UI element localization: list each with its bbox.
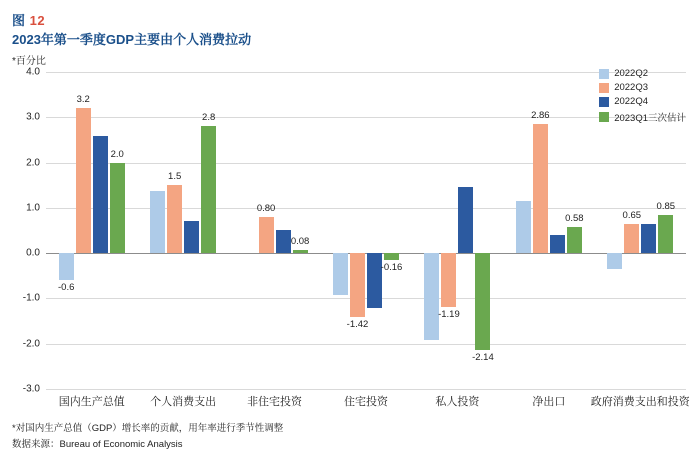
- bar: [201, 126, 216, 253]
- x-axis-category-label: 政府消费支出和投资: [590, 396, 690, 408]
- bar: [624, 224, 639, 253]
- x-axis-category-labels: [46, 393, 690, 411]
- legend-item[interactable]: [599, 110, 686, 124]
- y-axis-labels: [0, 66, 44, 395]
- bar: [76, 108, 91, 253]
- y-axis-unit-label: *百分比: [12, 56, 46, 67]
- bar: [93, 136, 108, 253]
- gridline: [46, 72, 686, 73]
- bar-value-label: 1.5: [168, 171, 182, 183]
- bar: [150, 191, 165, 253]
- gridline: [46, 298, 686, 299]
- bar-value-label: 0.08: [290, 235, 310, 247]
- bar-value-label: 3.2: [76, 94, 90, 106]
- gridline: [46, 163, 686, 164]
- bar-value-label: 0.85: [656, 200, 676, 212]
- bar: [475, 253, 490, 350]
- bar-value-label: -1.19: [438, 309, 460, 321]
- bar: [184, 221, 199, 253]
- x-axis-category-label: 净出口: [532, 396, 566, 408]
- legend-item[interactable]: [599, 82, 686, 93]
- y-axis-tick-label: 3.0: [26, 111, 40, 123]
- legend-label: 2022Q2: [614, 68, 648, 79]
- bar-value-label: -2.14: [472, 352, 494, 364]
- figure-word: 图: [12, 13, 26, 28]
- bar-value-label: 2.8: [202, 112, 216, 124]
- x-axis-category-label: 非住宅投资: [247, 396, 303, 408]
- y-axis-tick-label: 4.0: [26, 66, 40, 78]
- gridline: [46, 117, 686, 118]
- y-axis-tick-label: -3.0: [22, 383, 40, 395]
- y-axis-tick-label: 1.0: [26, 202, 40, 214]
- bar: [567, 227, 582, 253]
- bar-value-label: 2.86: [531, 109, 550, 121]
- bar: [167, 185, 182, 253]
- figure-number: 12: [29, 13, 46, 28]
- bar: [516, 201, 531, 254]
- bar-value-label: 2.0: [110, 148, 124, 160]
- legend-item[interactable]: [599, 96, 686, 107]
- y-axis-tick-label: -2.0: [22, 338, 40, 350]
- footnote-source: 数据来源：Bureau of Economic Analysis: [12, 439, 183, 450]
- x-axis-category-label: 个人消费支出: [150, 396, 217, 408]
- legend-swatch: [599, 69, 609, 79]
- plot-area: [46, 72, 686, 389]
- x-axis-category-label: 私人投资: [435, 396, 480, 408]
- gridline: [46, 208, 686, 209]
- bar: [641, 224, 656, 253]
- legend-label: 2023Q1三次估计: [614, 113, 686, 124]
- bar: [259, 217, 274, 253]
- bar-value-label: -0.6: [58, 282, 75, 294]
- bar-value-label: 0.58: [565, 212, 584, 224]
- bar: [350, 253, 365, 317]
- figure-label: [12, 10, 45, 29]
- bar: [110, 163, 125, 254]
- bar: [533, 124, 548, 254]
- x-axis-category-label: 住宅投资: [344, 396, 388, 408]
- legend-item[interactable]: [599, 68, 686, 79]
- bar: [424, 253, 439, 340]
- bar: [658, 215, 673, 253]
- legend-label: 2022Q3: [614, 82, 648, 93]
- bar: [333, 253, 348, 295]
- bar: [293, 250, 308, 254]
- gridline: [46, 389, 686, 390]
- gridline: [46, 344, 686, 345]
- chart-title: 2023年第一季度GDP主要由个人消费拉动: [12, 32, 252, 47]
- chart-legend: [599, 68, 686, 124]
- y-axis-tick-label: 0.0: [26, 247, 40, 259]
- bar: [384, 253, 399, 260]
- bar: [441, 253, 456, 307]
- zero-axis-line: [46, 253, 686, 254]
- bar: [276, 230, 291, 254]
- bar: [59, 253, 74, 280]
- y-axis-tick-label: 2.0: [26, 157, 40, 169]
- bar-value-label: -1.42: [346, 319, 369, 331]
- legend-swatch: [599, 83, 609, 93]
- legend-label: 2022Q4: [614, 96, 648, 107]
- x-axis-category-label: 国内生产总值: [58, 396, 125, 408]
- bar: [458, 187, 473, 253]
- legend-swatch: [599, 97, 609, 107]
- bar: [607, 253, 622, 269]
- bar-value-label: 0.80: [256, 202, 276, 214]
- bar-value-label: 0.65: [622, 209, 642, 221]
- bar: [550, 235, 565, 254]
- legend-swatch: [599, 112, 609, 122]
- y-axis-tick-label: -1.0: [22, 292, 40, 304]
- bar-value-label: -0.16: [380, 262, 403, 274]
- footnote-note: *对国内生产总值（GDP）增长率的贡献，用年率进行季节性调整: [12, 423, 284, 434]
